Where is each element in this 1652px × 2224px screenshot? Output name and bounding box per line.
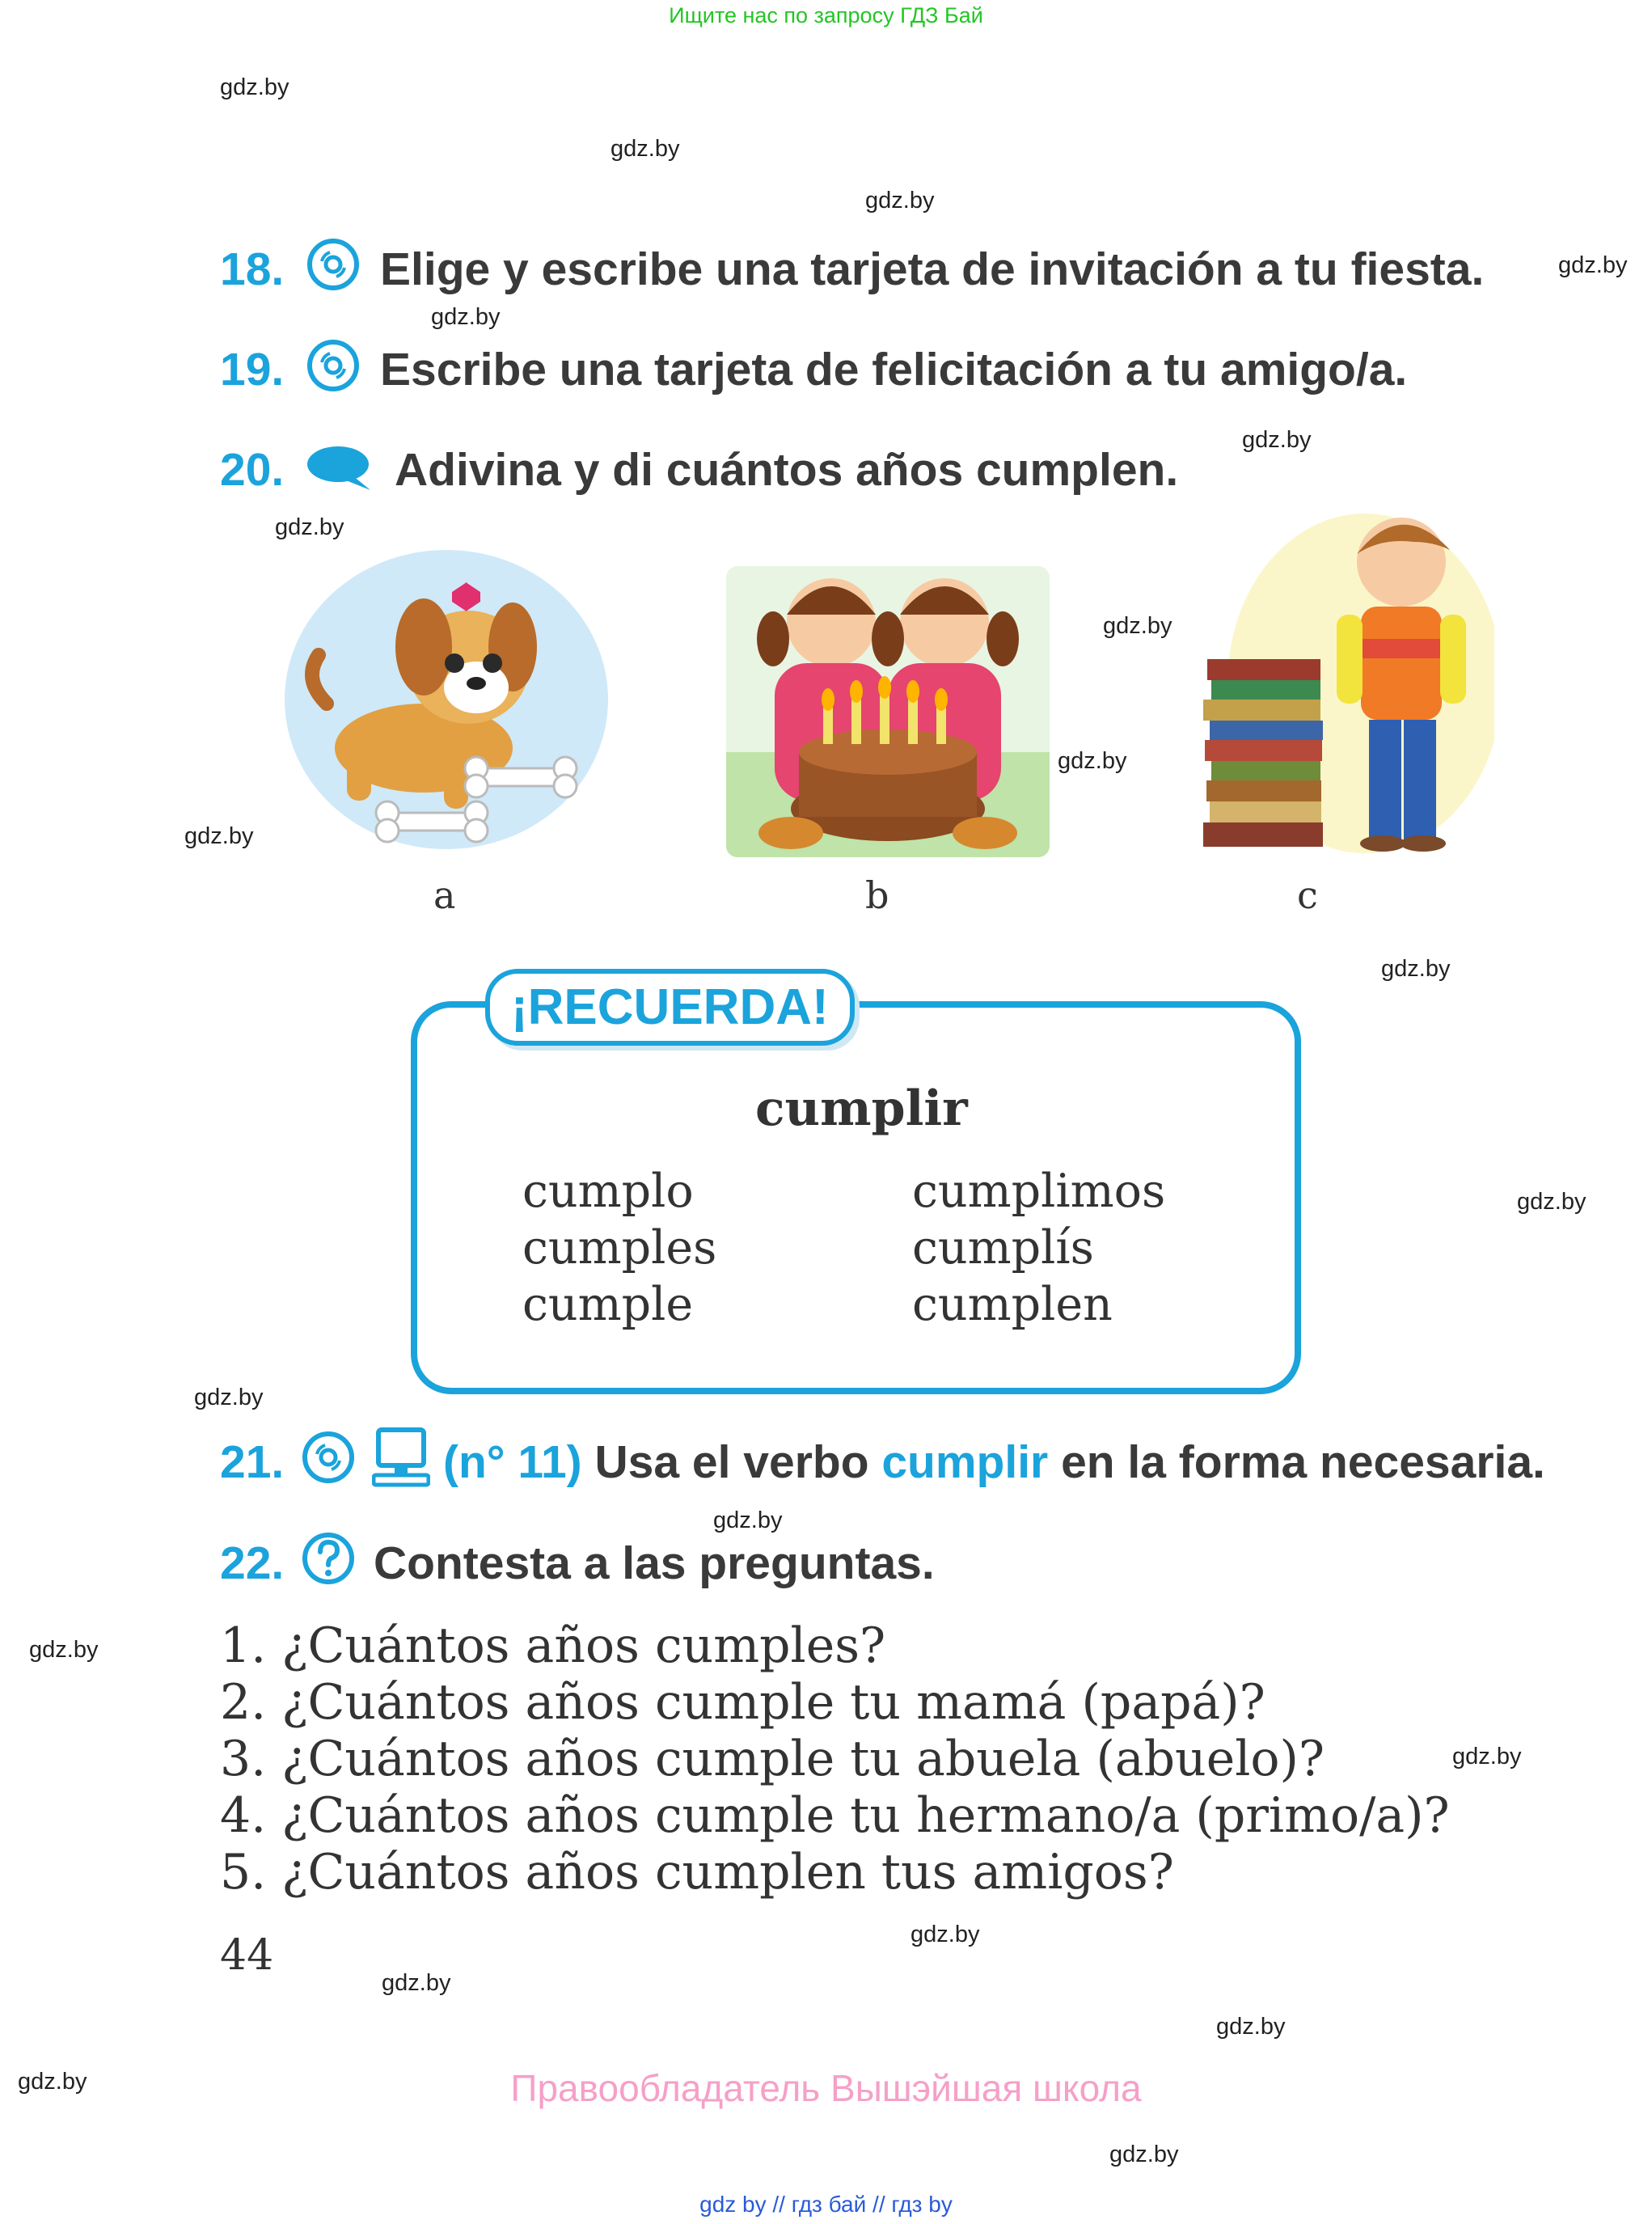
task-21-text-before: Usa el verbo: [594, 1436, 869, 1488]
question-5: 5. ¿Cuántos años cumplen tus amigos?: [220, 1844, 1174, 1901]
watermark: gdz.by: [431, 304, 501, 330]
conjugation-vosotros: cumplís: [912, 1221, 1094, 1275]
watermark: gdz.by: [1058, 748, 1127, 774]
watermark: gdz.by: [865, 188, 935, 214]
cd-icon: [301, 1430, 356, 1485]
watermark: gdz.by: [1558, 252, 1628, 278]
question-3: 3. ¿Cuántos años cumple tu abuela (abuelo)?: [220, 1731, 1325, 1787]
task-number: 19.: [220, 344, 285, 395]
conjugation-tu: cumples: [522, 1221, 717, 1275]
task-number: 22.: [220, 1537, 285, 1589]
conjugation-el: cumple: [522, 1278, 694, 1331]
watermark: gdz.by: [1216, 2014, 1286, 2040]
watermark: gdz.by: [382, 1970, 451, 1996]
task-19-text: Escribe una tarjeta de felicitación a tu amigo/a.: [380, 344, 1408, 395]
watermark: gdz.by: [220, 74, 289, 100]
conjugation-yo: cumplo: [522, 1165, 694, 1218]
task-20-text: Adivina y di cuántos años cumplen.: [395, 444, 1179, 496]
task-22: [220, 1537, 284, 1590]
task-21: [220, 1435, 284, 1489]
cd-icon: [306, 237, 361, 292]
boy-books-picture: [1195, 497, 1494, 853]
watermark: gdz.by: [911, 1922, 980, 1947]
task-18-text: Elige y escribe una tarjeta de invitación a tu fiesta.: [380, 243, 1485, 295]
watermark: gdz.by: [1103, 613, 1172, 639]
highlight-verb: cumplir: [881, 1436, 1049, 1488]
watermark: gdz.by: [1109, 2142, 1179, 2167]
top-search-note: Ищите нас по запросу ГДЗ Бай: [669, 3, 983, 27]
verb-infinitive: cumplir: [755, 1080, 968, 1137]
watermark: gdz.by: [1242, 427, 1312, 453]
footer-links[interactable]: gdz by // гдз бай // гдз by: [699, 2192, 953, 2217]
task-number: 18.: [220, 243, 285, 295]
question-4: 4. ¿Cuántos años cumple tu hermano/a (primo/a)?: [220, 1787, 1450, 1844]
recuerda-title: ¡RECUERDA!: [485, 969, 855, 1046]
question-2: 2. ¿Cuántos años cumple tu mamá (papá)?: [220, 1674, 1265, 1731]
twins-cake-picture: [726, 566, 1050, 857]
watermark: gdz.by: [18, 2069, 87, 2095]
computer-icon: [372, 1427, 430, 1488]
conjugation-ellos: cumplen: [912, 1278, 1113, 1331]
picture-label-a: a: [433, 873, 456, 917]
task-19: [220, 343, 284, 396]
watermark: gdz.by: [611, 136, 680, 162]
watermark: gdz.by: [1381, 956, 1451, 982]
task-number: 21.: [220, 1436, 285, 1488]
task-21-text-after: en la forma necesaria.: [1061, 1436, 1545, 1488]
puppy-picture: [270, 534, 610, 849]
task-22-text: Contesta a las preguntas.: [374, 1537, 935, 1589]
task-number: 20.: [220, 444, 285, 496]
watermark: gdz.by: [1517, 1189, 1587, 1215]
picture-label-b: b: [865, 873, 889, 917]
cd-icon: [306, 338, 361, 393]
watermark: gdz.by: [29, 1637, 99, 1663]
conjugation-nosotros: cumplimos: [912, 1165, 1166, 1218]
picture-label-c: c: [1297, 873, 1318, 917]
speech-bubble-icon: [306, 443, 374, 495]
task-21-line: [443, 1435, 1545, 1489]
question-icon: [301, 1531, 356, 1586]
exercise-reference: (n° 11): [443, 1436, 582, 1488]
watermark: gdz.by: [194, 1385, 264, 1410]
watermark: gdz.by: [1452, 1744, 1522, 1769]
task-18: [220, 243, 284, 296]
rights-holder: Правообладатель Вышэйшая школа: [510, 2067, 1142, 2109]
watermark: gdz.by: [184, 823, 254, 849]
watermark: gdz.by: [275, 514, 344, 540]
page-number: 44: [220, 1931, 274, 1980]
question-1: 1. ¿Cuántos años cumples?: [220, 1617, 886, 1674]
watermark: gdz.by: [713, 1507, 783, 1533]
task-20: [220, 443, 284, 497]
